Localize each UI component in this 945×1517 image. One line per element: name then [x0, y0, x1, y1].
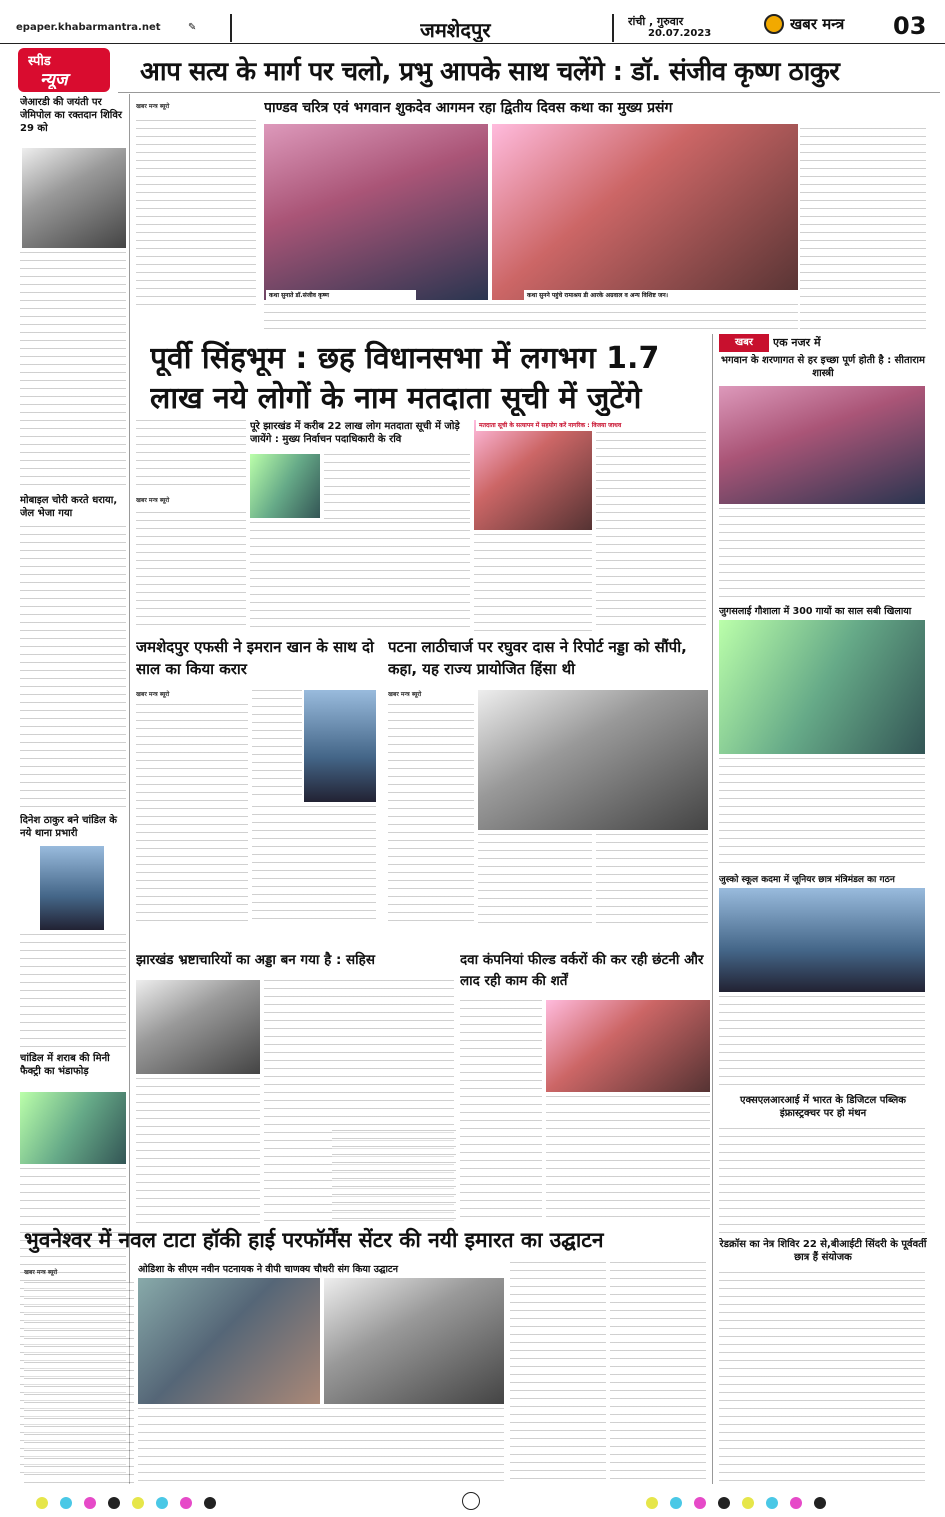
- voter-sub-headline: पूरे झारखंड में करीब 22 लाख लोग मतदाता सूची में जोड़े जायेंगे : मुख्य निर्वाचन पदाधिकारी के रवि: [250, 421, 460, 445]
- bhubaneswar-col3: [510, 1262, 606, 1484]
- reg-dots-right: [640, 1494, 920, 1510]
- voter-intro-text: [136, 420, 246, 492]
- right-story1-title: भगवान के शरणागत से हर इच्छा पूर्ण होती है : सीताराम शास्त्री: [721, 355, 925, 379]
- right-story2-title: जुगसलाई गौशाला में 300 गायों का साल सबी खिलाया: [719, 606, 912, 617]
- bhubaneswar-photo2: [324, 1278, 504, 1404]
- speed-news-bottom: न्यूज: [40, 70, 68, 89]
- bhubaneswar-col2: [138, 1408, 504, 1484]
- left-story3-text: [20, 934, 126, 1048]
- page-number: 03: [893, 12, 927, 40]
- bhubaneswar-headline: भुवनेश्वर में नवल टाटा हॉकी हाई परफॉर्मेंस सेंटर की नयी इमारत का उद्घाटन: [24, 1228, 604, 1252]
- right-story5-text: [719, 1272, 925, 1482]
- place-day: रांची , गुरुवार: [628, 15, 684, 28]
- portrait-photo: [22, 148, 126, 248]
- masthead: [0, 0, 945, 44]
- main-headline-line2: लाख नये लोगों के नाम मतदाता सूची में जुटेंगे: [150, 381, 642, 416]
- patna-col3: [596, 834, 708, 924]
- efc-headline: जमशेदपुर एफसी ने इमरान खान के साथ दो साल का किया करार: [136, 638, 374, 678]
- bhubaneswar-col1: [24, 1282, 134, 1484]
- speed-news-badge: [18, 48, 110, 92]
- left-story3-title: दिनेश ठाकुर बने चांडिल के नये थाना प्रभारी: [20, 815, 117, 839]
- speaker-photo: [264, 124, 488, 300]
- jharkhand-headline: झारखंड भ्रष्टाचारियों का अड्डा बन गया है : सहिस: [136, 952, 375, 968]
- patna-headline: पटना लाठीचार्ज पर रघुवर दास ने रिपोर्ट नड्डा को सौंपी, कहा, यह राज्य प्रायोजित हिंसा थी: [388, 638, 687, 678]
- bhubaneswar-sub: ओडिशा के सीएम नवीन पटनायक ने वीपी चाणक्य चौधरी संग किया उद्घाटन: [138, 1264, 398, 1275]
- pharma-photo: [546, 1000, 710, 1092]
- left-story1-text: [20, 252, 126, 490]
- pharma-col0: [332, 1130, 456, 1224]
- officer-photo: [40, 846, 104, 930]
- voter-byline: खबर मन्त्र ब्यूरो: [136, 497, 170, 504]
- voter-col2: [324, 454, 470, 520]
- left-story2-text: [20, 526, 126, 810]
- voter-photo-caption: मतदाता सूची के सत्यापन में सहयोग करें नागरिक : विजया जाधव: [476, 420, 706, 431]
- bhubaneswar-col4: [610, 1262, 706, 1484]
- pandav-right-col: [800, 128, 926, 332]
- voter-col1: [136, 512, 246, 632]
- epaper-url[interactable]: epaper.khabarmantra.net: [16, 22, 161, 33]
- school-photo: [719, 888, 925, 992]
- right-story5-title: रेडक्रॉस का नेत्र शिविर 22 से,बीआईटी सिंदरी के पूर्ववर्ती छात्र हैं संयोजक: [719, 1239, 927, 1263]
- bhubaneswar-photo1: [138, 1278, 320, 1404]
- right-column: [712, 334, 930, 1484]
- sitaram-photo: [719, 386, 925, 504]
- pandav-col1: [136, 120, 256, 306]
- right-story4-text: [719, 1128, 925, 1234]
- registration-target-icon: [462, 1492, 480, 1510]
- pharma-col1: [460, 1000, 542, 1224]
- main-headline-line1: पूर्वी सिंहभूम : छह विधानसभा में लगभग 1.7: [150, 341, 660, 376]
- bhubaneswar-byline: खबर मन्त्र ब्यूरो: [24, 1269, 58, 1276]
- left-story2-title: मोबाइल चोरी करते धराया, जेल भेजा गया: [20, 495, 118, 519]
- city-title: जमशेदपुर: [420, 18, 491, 42]
- voter-col3: [596, 432, 706, 632]
- footer-marks: [0, 1490, 945, 1517]
- reg-dots-left: [30, 1494, 290, 1510]
- patna-byline: खबर मन्त्र ब्यूरो: [388, 691, 422, 698]
- patna-photo: [478, 690, 708, 830]
- pandav-caption2: कथा सुनने पहुंचे रामाश्रय डी आरके अग्रवाल व अन्य विशिष्ट जन।: [524, 290, 798, 302]
- sahis-photo: [136, 980, 260, 1074]
- pharma-col2: [546, 1096, 710, 1224]
- header-rule: [0, 43, 945, 44]
- voter-photo1: [250, 454, 320, 518]
- voter-cols-bottom: [250, 522, 470, 632]
- right-story2-text: [719, 758, 925, 868]
- imran-khan-photo: [304, 690, 376, 802]
- efc-byline: खबर मन्त्र ब्यूरो: [136, 691, 170, 698]
- pharma-headline: दवा कंपनियां फील्ड वर्करों की कर रही छंटनी और लाद रही काम की शर्तें: [460, 952, 704, 989]
- pandav-bottom-text: [264, 304, 798, 332]
- left-story1-title: जेआरडी की जयंती पर जेमिपोल का रक्तदान शिविर 29 को: [20, 97, 122, 134]
- efc-col3: [252, 806, 376, 924]
- gaushala-photo: [719, 620, 925, 754]
- pandav-headline: पाण्डव चरित्र एवं भगवान शुकदेव आगमन रहा द्वितीय दिवस कथा का मुख्य प्रसंग: [264, 100, 673, 116]
- date: 20.07.2023: [648, 28, 712, 39]
- header-divider: [230, 14, 232, 42]
- left-story4-title: चांडिल में शराब की मिनी फैक्ट्री का भंडाफोड़: [20, 1053, 110, 1077]
- ek-nazar-icon: खबर: [719, 334, 769, 352]
- right-story1-text: [719, 508, 925, 600]
- pandav-block: [134, 96, 798, 332]
- jharkhand-col1: [136, 1078, 260, 1224]
- patna-col1: [388, 704, 474, 924]
- brand-name: खबर मन्त्र: [790, 15, 845, 33]
- pandav-byline: खबर मन्त्र ब्यूरो: [136, 103, 170, 110]
- speed-news-top: स्पीड: [28, 54, 51, 67]
- voter-photo2: [474, 420, 592, 530]
- cursor-icon: ✎: [188, 22, 197, 33]
- header-divider-2: [612, 14, 614, 42]
- factory-photo: [20, 1092, 126, 1164]
- pandav-caption1: कथा सुनाते डॉ.संजीव कृष्ण: [266, 290, 416, 302]
- banner-rule: [118, 92, 940, 93]
- banner-headline: आप सत्य के मार्ग पर चलो, प्रभु आपके साथ चलेंगे : डॉ. संजीव कृष्ण ठाकुर: [140, 57, 840, 87]
- audience-photo: [492, 124, 798, 300]
- right-story3-title: जुस्को स्कूल कदमा में जूनियर छात्र मंत्रिमंडल का गठन: [719, 875, 895, 885]
- right-story4-title: एक्सएलआरआई में भारत के डिजिटल पब्लिक इंफ्रास्ट्रक्चर पर हो मंथन: [740, 1095, 906, 1119]
- efc-col1: [136, 704, 248, 924]
- ek-nazar-title: एक नजर में: [773, 336, 821, 349]
- patna-col2: [478, 834, 592, 924]
- voter-col4: [474, 534, 592, 632]
- right-story3-text: [719, 996, 925, 1090]
- efc-col2: [252, 690, 302, 800]
- ek-nazar-tag: [719, 334, 839, 352]
- brand-logo-icon: [764, 14, 784, 34]
